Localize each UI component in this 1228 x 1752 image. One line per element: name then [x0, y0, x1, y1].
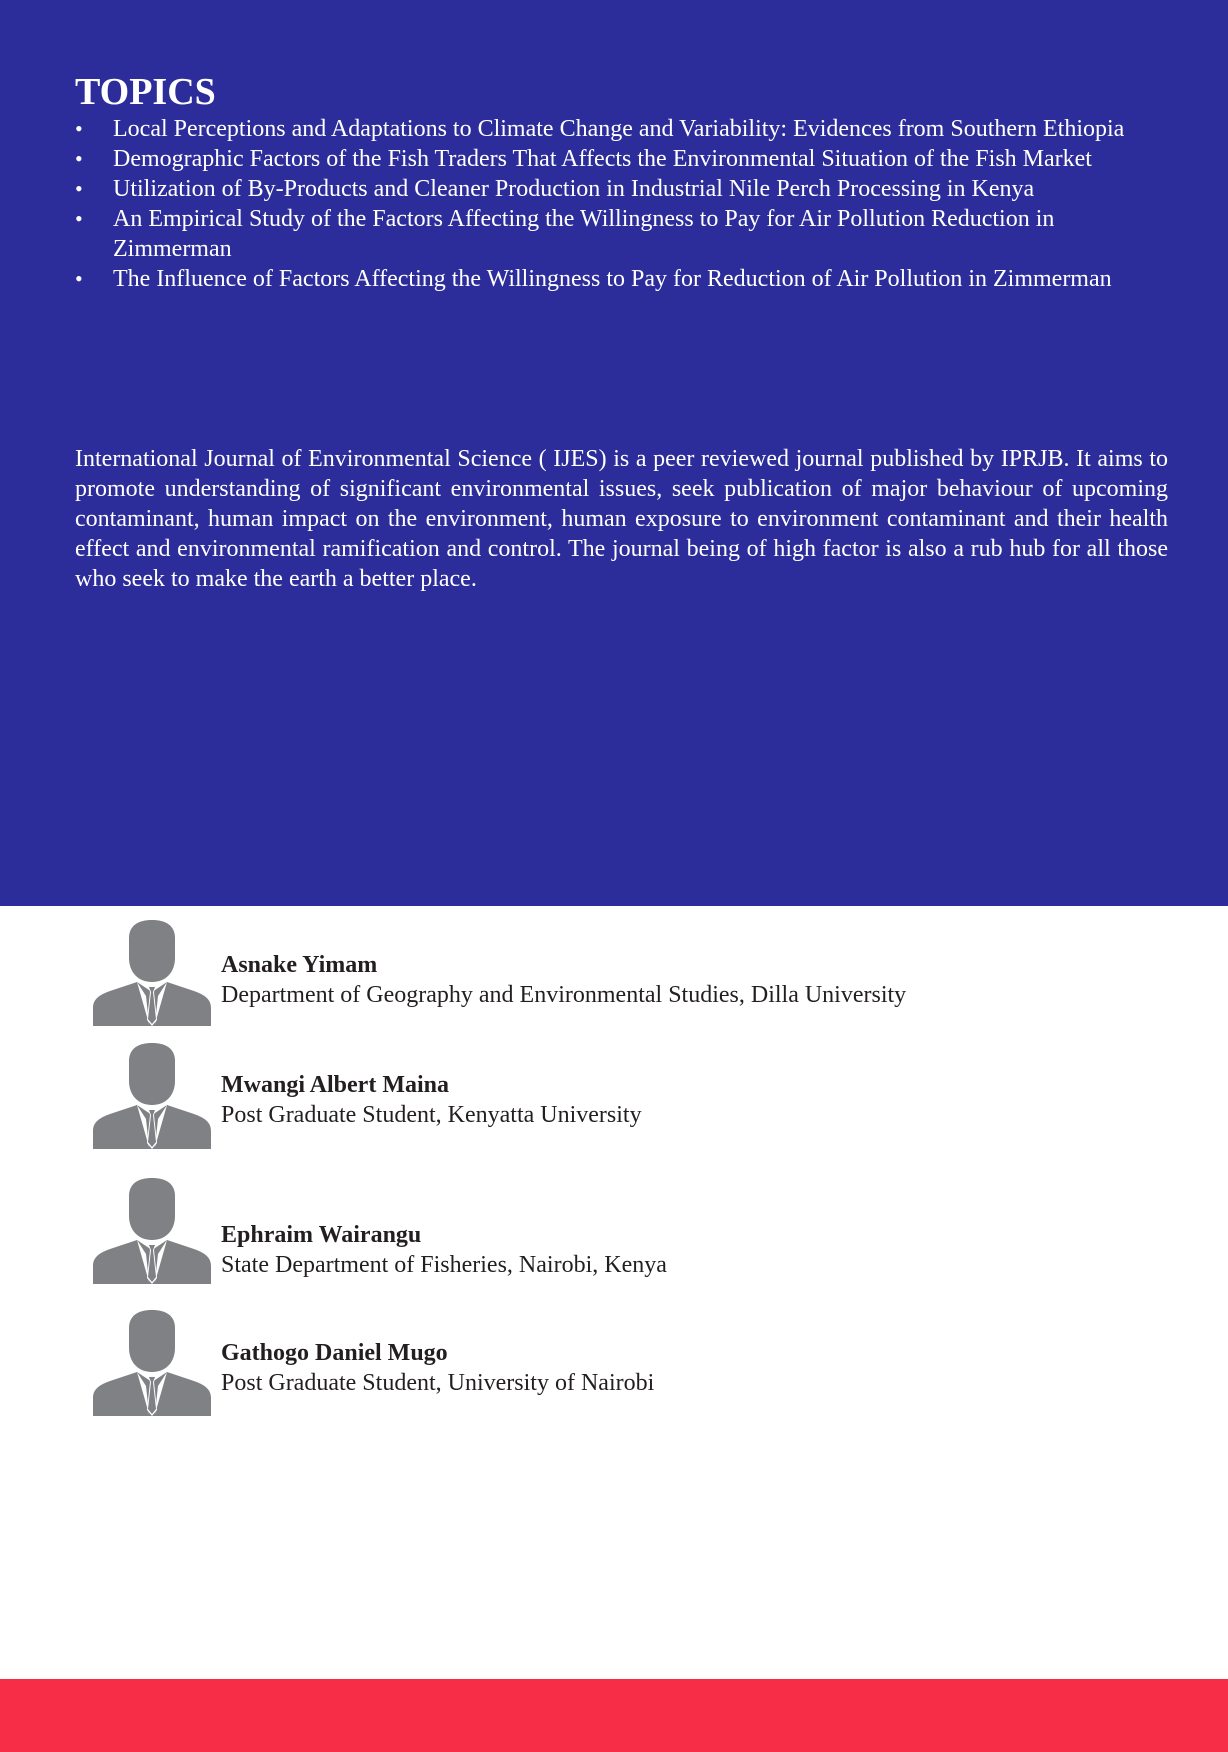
- topic-text: An Empirical Study of the Factors Affecting the Willingness to Pay for Air Pollution Reduction in Zimmerman: [113, 206, 1055, 262]
- bullet-icon: •: [75, 266, 83, 291]
- topic-item: [75, 144, 1175, 174]
- author-card: [93, 1310, 1093, 1416]
- author-name: Gathogo Daniel Mugo: [221, 1340, 448, 1366]
- author-affiliation: State Department of Fisheries, Nairobi, Kenya: [221, 1252, 667, 1278]
- author-affiliation: Post Graduate Student, University of Nairobi: [221, 1370, 655, 1396]
- author-name: Ephraim Wairangu: [221, 1222, 422, 1248]
- author-name: Asnake Yimam: [221, 952, 378, 978]
- journal-description: International Journal of Environmental Science ( IJES) is a peer reviewed journal published by IPRJB. It aims to promote understanding of significant environmental issues, seek publication of major behaviour of upcoming contaminant, human impact on the environment, human exposure to environment contaminant and their health effect and environmental ramification and control. The journal being of high factor is also a rub hub for all those who seek to make the earth a better place.: [75, 446, 1168, 592]
- footer-band: [0, 1679, 1228, 1752]
- bullet-icon: •: [75, 116, 83, 141]
- topic-text: Utilization of By-Products and Cleaner Production in Industrial Nile Perch Processing in Kenya: [113, 176, 1035, 202]
- author-card: [93, 1043, 1093, 1149]
- bullet-icon: •: [75, 176, 83, 201]
- author-card: [93, 1178, 1093, 1284]
- person-silhouette-icon: [93, 1043, 211, 1149]
- topic-text: Local Perceptions and Adaptations to Climate Change and Variability: Evidences from Southern Ethiopia: [113, 116, 1125, 142]
- topic-item: [75, 204, 1175, 264]
- topic-item: [75, 264, 1175, 294]
- person-silhouette-icon: [93, 1178, 211, 1284]
- topic-item: [75, 174, 1175, 204]
- author-affiliation: Department of Geography and Environmental Studies, Dilla University: [221, 982, 907, 1008]
- topics-list: [75, 114, 1175, 294]
- bullet-icon: •: [75, 206, 83, 231]
- topic-item: [75, 114, 1175, 144]
- topics-heading: TOPICS: [75, 71, 216, 113]
- topic-text: The Influence of Factors Affecting the Willingness to Pay for Reduction of Air Pollution in Zimmerman: [113, 266, 1112, 292]
- author-card: [93, 920, 1093, 1026]
- bullet-icon: •: [75, 146, 83, 171]
- topic-text: Demographic Factors of the Fish Traders That Affects the Environmental Situation of the Fish Market: [113, 146, 1092, 172]
- author-name: Mwangi Albert Maina: [221, 1072, 449, 1098]
- person-silhouette-icon: [93, 920, 211, 1026]
- author-affiliation: Post Graduate Student, Kenyatta University: [221, 1102, 642, 1128]
- person-silhouette-icon: [93, 1310, 211, 1416]
